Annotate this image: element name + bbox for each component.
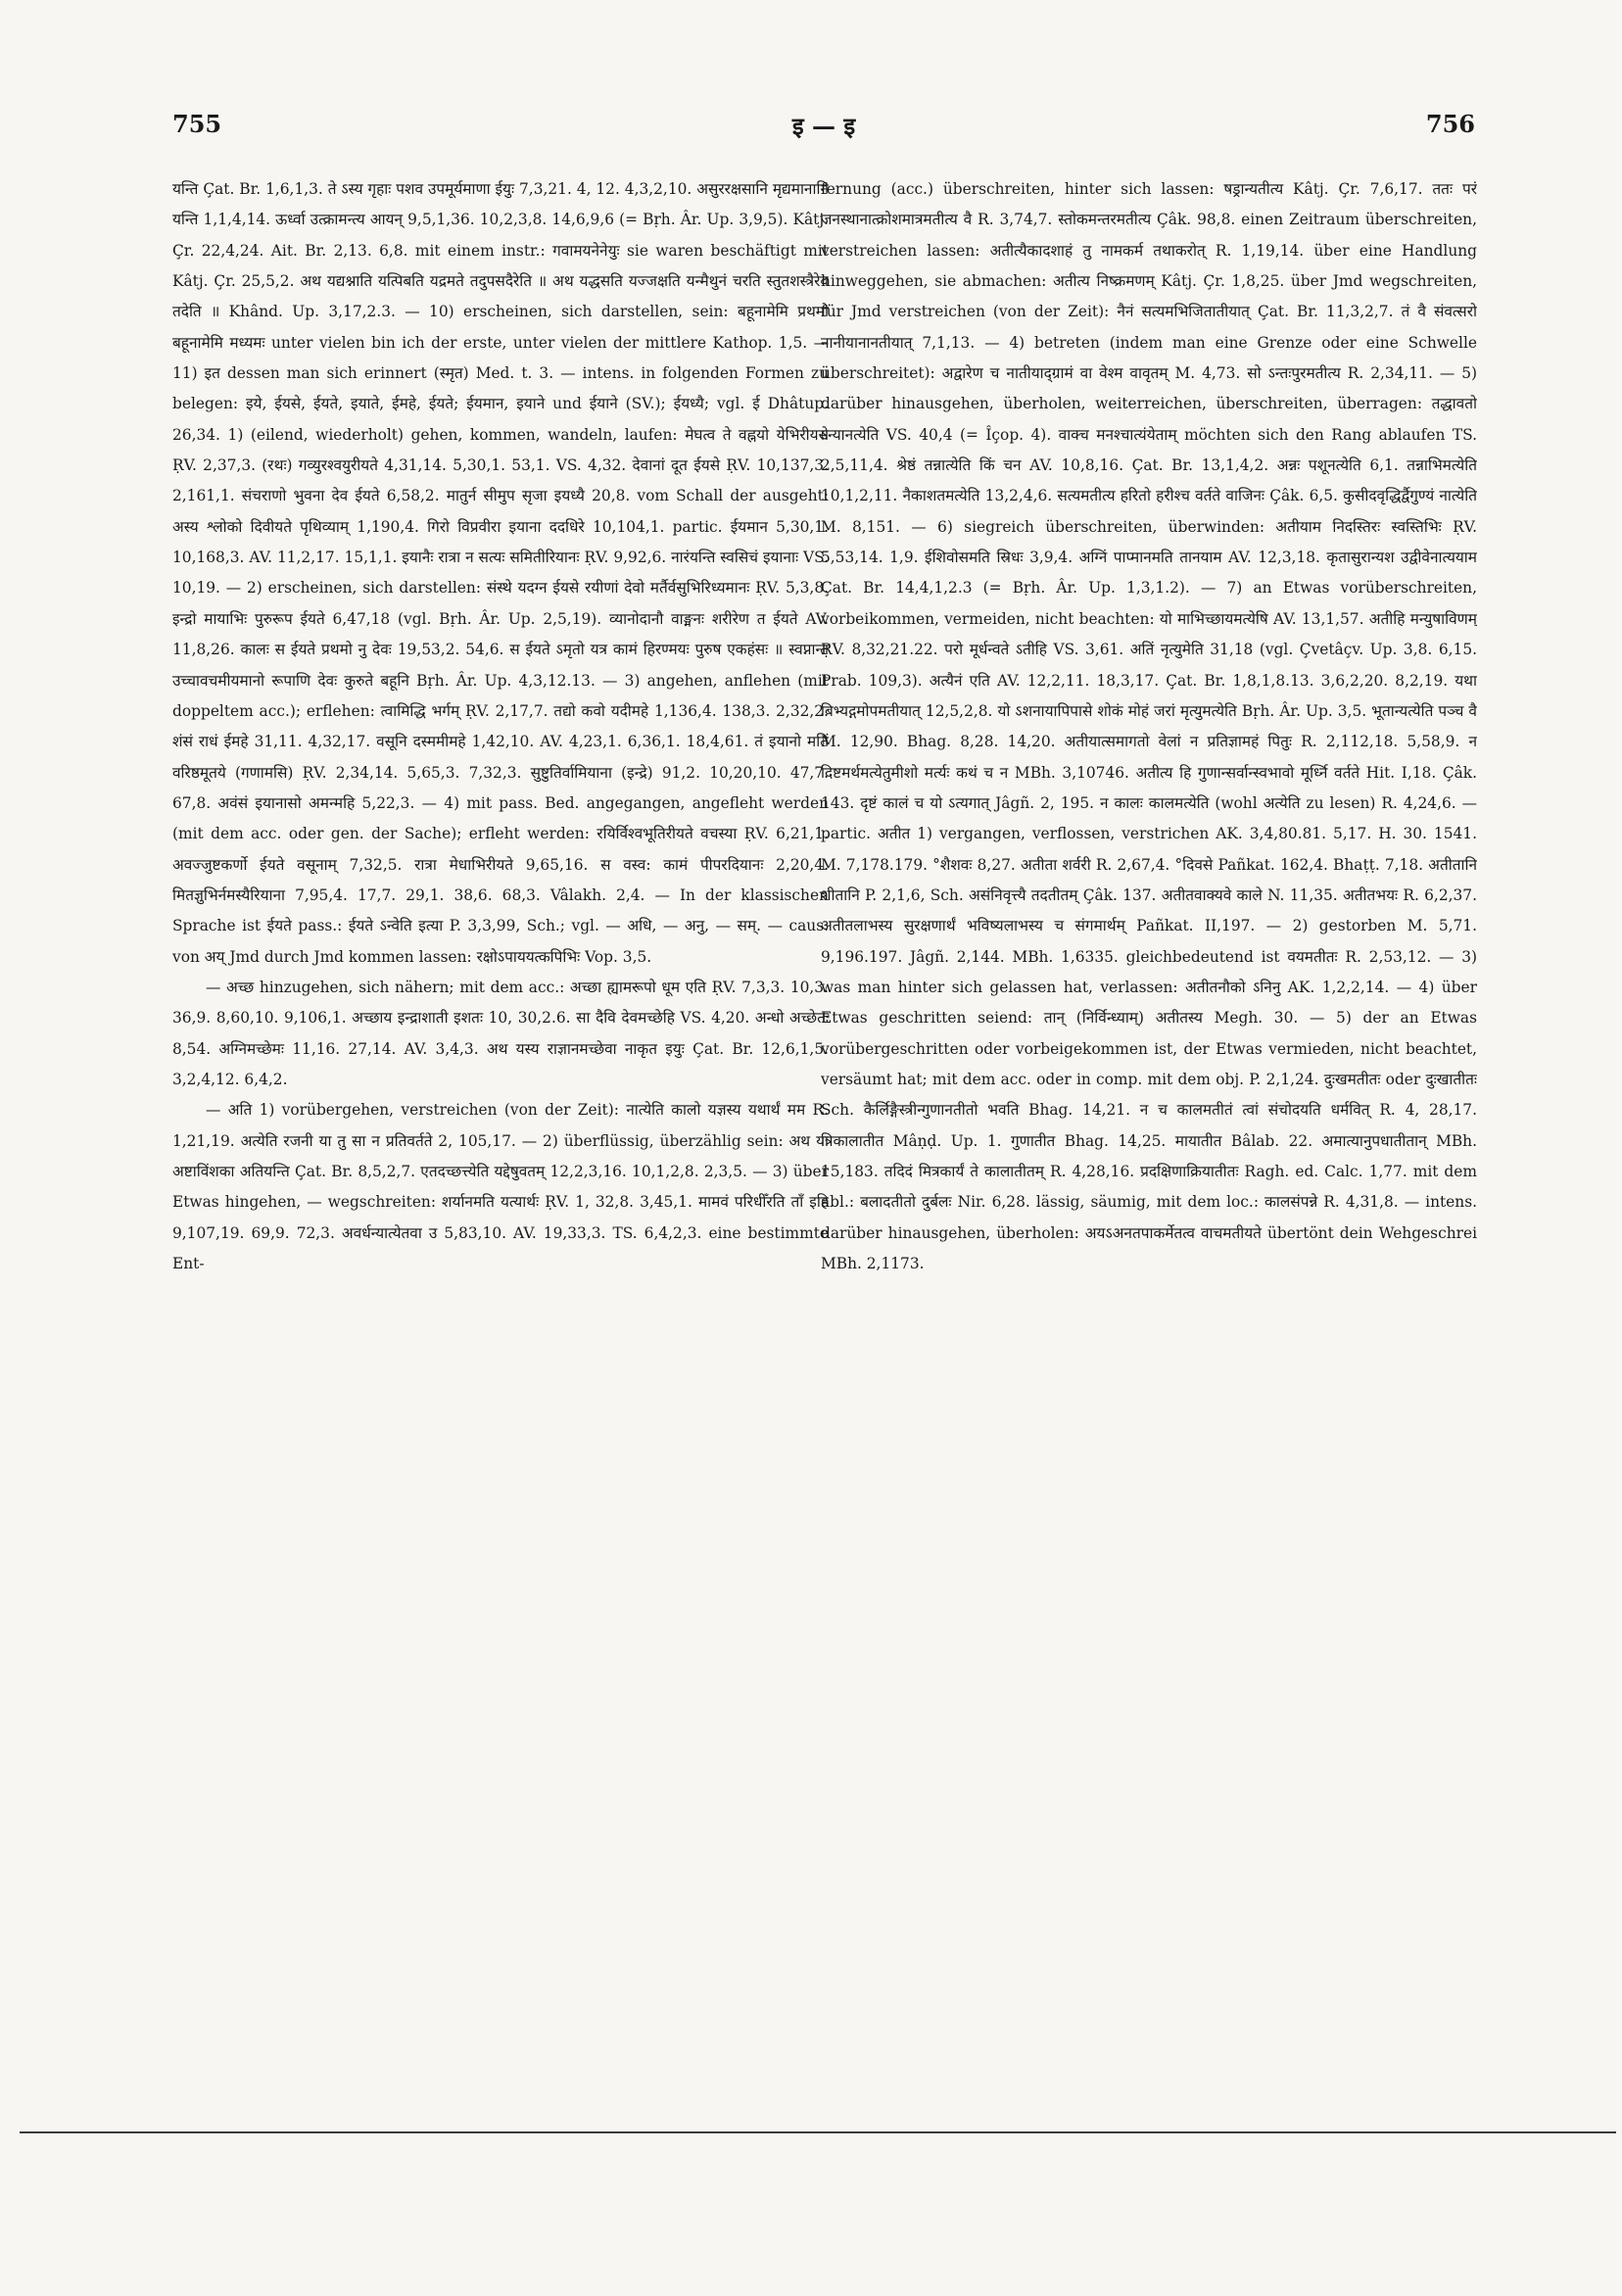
right-column bbox=[821, 174, 1477, 2035]
entry-anu: — अच्छ hinzugehen, sich nähern; mit dem acc.: अच्छा ह्यामरूपो धूम एति ṚV. 7,3,3. 10,3. 36,9. 8,60,10. 9,106,1. अच्छाय इन्द्राशाती इशतः 10, 30,2.6. सा दैवि देवमच्छेहि VS. 4,20. अन्धो अच्छेतः 8,54. अग्निमच्छेमः 11,16. 27,14. AV. 3,4,3. अथ यस्य राज्ञानमच्छेवा नाकृत इयुः Çat. Br. 12,6,1,5. 3,2,4,12. 6,4,2. bbox=[172, 978, 829, 1088]
page-number-right: 756 bbox=[1425, 110, 1475, 138]
entry-text: यन्ति Çat. Br. 1,6,1,3. ते ऽस्य गृहाः पशव उपमूर्यमाणा ईयुः 7,3,21. 4, 12. 4,3,2,10. असुररक्षसानि मृद्यमानानि यन्ति 1,1,4,14. ऊर्ध्वा उत्क्रामन्त्य आयन् 9,5,1,36. 10,2,3,8. 14,6,9,6 (= Bṛh. Âr. Up. 3,9,5). Kâtj. Çr. 22,4,24. Ait. Br. 2,13. 6,8. mit einem instr.: गवामयनेनेयुः sie waren beschäftigt mit Kâtj. Çr. 25,5,2. अथ यद्यश्नाति यत्पिबति यद्रमते तदुपसदैरेति ॥ अथ यद्धसति यज्जक्षति यन्मैथुनं चरति स्तुतशस्त्रैरेव तदेति ॥ Khând. Up. 3,17,2.3. — 10) erscheinen, sich darstellen, sein: बहूनामेमि प्रथमो बहूनामेमि मध्यमः unter vielen bin ich der erste, unter vielen der mittlere Kathop. 1,5. — 11) इत dessen man sich erinnert (स्मृत) Med. t. 3. — intens. in folgenden Formen zu belegen: इये, ईयसे, ईयते, इयाते, ईमहे, ईयते; ईयमान, इयाने und ईयाने (SV.); ईयध्यै; vgl. ई Dhâtup. 26,34. 1) (eilend, wiederholt) gehen, kommen, wandeln, laufen: मेघत्व ते वह्नयो येभिरीयसे ṚV. 2,37,3. (रथः) गव्युरश्वयुरीयते 4,31,14. 5,30,1. 53,1. VS. 4,32. देवानां दूत ईयसे ṚV. 10,137,3. 2,161,1. संचराणो भुवना देव ईयते 6,58,2. मातुर्न सीमुप सृजा इयध्यै 20,8. vom Schall der ausgeht: अस्य श्लोको दिवीयते पृथिव्याम् 1,190,4. गिरो विप्रवीरा इयाना ददधिरे 10,104,1. partic. ईयमान 5,30,1. 10,168,3. AV. 11,2,17. 15,1,1. इयानैः रात्रा न सत्यः समितीरियानः ṚV. 9,92,6. नारंयन्ति स्वसिचं इयानाः VS. 10,19. — 2) erscheinen, sich darstellen: संस्थे यदग्न ईयसे रयीणां देवो मर्तैर्वसुभिरिध्यमानः ṚV. 5,3,8. इन्द्रो मायाभिः पुरुरूप ईयते 6,47,18 (vgl. Bṛh. Âr. Up. 2,5,19). व्यानोदानौ वाङ्मनः शरीरेण त ईयते AV. 11,8,26. कालः स ईयते प्रथमो नु देवः 19,53,2. 54,6. स ईयते ऽमृतो यत्र कामं हिरण्मयः पुरुष एकहंसः ॥ स्वप्नान्त उच्चावचमीयमानो रूपाणि देवः कुरुते बहूनि Bṛh. Âr. Up. 4,3,12.13. — 3) angehen, anflehen (mit doppeltem acc.); erflehen: त्वामिद्धि भर्गम् ṚV. 2,17,7. तद्यो कवो यदीमहे 1,136,4. 138,3. 2,32,2. शंसं राधं ईमहे 31,11. 4,32,17. वसूनि दस्ममीमहे 1,42,10. AV. 4,23,1. 6,36,1. 18,4,61. तं इयानो मतिं वरिष्ठमूतये (गणामसि) ṚV. 2,34,14. 5,65,3. 7,32,3. सुष्टुतिर्वामियाना (इन्द्रे) 91,2. 10,20,10. 47,7. 67,8. अवंसं इयानासो अमन्महि 5,22,3. — 4) mit pass. Bed. angegangen, angefleht werden (mit dem acc. oder gen. der Sache); erfleht werden: रयिर्विश्वभूतिरीयते वचस्या ṚV. 6,21,1. अवज्जुष्टकर्णो ईयते वसूनाम् 7,32,5. रात्रा मेधाभिरीयते 9,65,16. स वस्व: कामं पीपरदियानः 2,20,4. मितज्ञुभिर्नमस्यैरियाना 7,95,4. 17,7. 29,1. 38,6. 68,3. Vâlakh. 2,4. — In der klassischen Sprache ist ईयते pass.: ईयते ऽन्वेति इत्या P. 3,3,99, Sch.; vgl. — अधि, — अनु, — सम्. — caus. von अय् Jmd durch Jmd kommen lassen: रक्षोऽपाययत्कपिभिः Vop. 3,5. bbox=[172, 180, 829, 966]
running-head: इ — इ bbox=[791, 112, 856, 140]
entry-ati: — अति 1) vorübergehen, verstreichen (von der Zeit): नात्येति कालो यज्ञस्य यथार्थं मम R. 1,21,19. अत्येति रजनी या तु सा न प्रतिवर्तते 2, 105,17. — 2) überflüssig, überzählig sein: अथ या अष्टाविंशका अतियन्ति Çat. Br. 8,5,2,7. एतदच्छत्त्येति यद्देषुवतम् 12,2,3,16. 10,1,2,8. 2,3,5. — 3) über Etwas hingehen, — wegschreiten: शर्यानमति यत्यार्थः ṚV. 1, 32,8. 3,45,1. मामवं परिधीँरति ताँ इहि 9,107,19. 69,9. 72,3. अवर्धन्यात्येतवा उ 5,83,10. AV. 19,33,3. TS. 6,4,2,3. eine bestimmte Ent- bbox=[172, 1101, 829, 1273]
entry-continuation: fernung (acc.) überschreiten, hinter sich lassen: षड्रान्यतीत्य Kâtj. Çr. 7,6,17. ततः परं जनस्थानात्क्रोशमात्रमतीत्य वै R. 3,74,7. स्तोकमन्तरमतीत्य Çâk. 98,8. einen Zeitraum überschreiten, verstreichen lassen: अतीत्यैकादशाहं तु नामकर्म तथाकरोत् R. 1,19,14. über eine Handlung hinweggehen, sie abmachen: अतीत्य निष्क्रमणम् Kâtj. Çr. 1,8,25. über Jmd wegschreiten, für Jmd verstreichen (von der Zeit): नैनं सत्यमभिजितातीयात् Çat. Br. 11,3,2,7. तं वै संवत्सरो नानीयानानतीयात् 7,1,13. — 4) betreten (indem man eine Grenze oder eine Schwelle überschreitet): अद्वारेण च नातीयाद्ग्रामं वा वेश्म वावृतम् M. 4,73. सो ऽन्तःपुरमतीत्य R. 2,34,11. — 5) darüber hinausgehen, überholen, weiterreichen, überschreiten, überragen: तद्धावतो ऽन्यानत्येति VS. 40,4 (= Îçop. 4). वाक्च मनश्चात्यंयेताम् möchten sich den Rang ablaufen TS. 2,5,11,4. श्रेष्ठं तन्नात्येति किं चन AV. 10,8,16. Çat. Br. 13,1,4,2. अन्नः पशूनत्येति 6,1. तन्नाभिमत्येति 10,1,2,11. नैकाशतमत्येति 13,2,4,6. सत्यमतीत्य हरितो हरीश्च वर्तते वाजिनः Çâk. 6,5. कुसीदवृद्धिर्द्वैगुण्यं नात्येति M. 8,151. — 6) siegreich überschreiten, überwinden: अतीयाम निदस्तिरः स्वस्तिभिः ṚV. 5,53,14. 1,9. ईशिवोसमति स्रिधः 3,9,4. अग्निं पाप्मानमति तानयाम AV. 12,3,18. कृतासुरान्यश उद्वीवेनात्ययाम Çat. Br. 14,4,1,2.3 (= Bṛh. Âr. Up. 1,3,1.2). — 7) an Etwas vorüberschreiten, vorbeikommen, vermeiden, nicht beachten: यो माभिच्छायमत्येषि AV. 13,1,57. अतीहि मन्युषाविणम् ṚV. 8,32,21.22. परो मूर्धन्वते ऽतीहि VS. 3,61. अतिं नृत्युमेति 31,18 (vgl. Çvetâçv. Up. 3,8. 6,15. Prab. 109,3). अत्यैनं एति AV. 12,2,11. 18,3,17. Çat. Br. 1,8,1,8.13. 3,6,2,20. 8,2,19. यथा बिभ्यद्गमोपमतीयात् 12,5,2,8. यो ऽशनायापिपासे शोकं मोहं जरां मृत्युमत्येति Bṛh. Âr. Up. 3,5. भूतान्यत्येति पञ्च वै M. 12,90. Bhag. 8,28. 14,20. अतीयात्समागतो वेलां न प्रतिज्ञामहं पितुः R. 2,112,18. 5,58,9. न दिष्टमर्थमत्येतुमीशो मर्त्यः कथं च न MBh. 3,10746. अतीत्य हि गुणान्सर्वान्स्वभावो मूर्ध्नि वर्तते Hit. I,18. Çâk. 143. दृष्टं कालं च यो ऽत्यगात् Jâgñ. 2, 195. न कालः कालमत्येति (wohl अत्येति zu lesen) R. 4,24,6. — partic. अतीत 1) vergangen, verflossen, verstrichen AK. 3,4,80.81. 5,17. H. 30. 1541. M. 7,178.179. °शैशवः 8,27. अतीता शर्वरी R. 2,67,4. °दिवसे Pañkat. 162,4. Bhaṭṭ. 7,18. अतीतानि शीतानि P. 2,1,6, Sch. असंनिवृत्त्यै तदतीतम् Çâk. 137. अतीतवाक्यवे काले N. 11,35. अतीतभयः R. 6,2,37. अतीतलाभस्य सुरक्षणार्थं भविष्यलाभस्य च संगमार्थम् Pañkat. II,197. — 2) gestorben M. 5,71. 9,196.197. Jâgñ. 2,144. MBh. 1,6335. gleichbedeutend ist वयमतीतः R. 2,53,12. — 3) was man hinter sich gelassen hat, verlassen: अतीतनौको ऽनिनु AK. 1,2,2,14. — 4) über Etwas geschritten seiend: तान् (निर्विन्ध्याम्) अतीतस्य Megh. 30. — 5) der an Etwas vorübergeschritten oder vorbeigekommen ist, der Etwas vermieden, nicht beachtet, versäumt hat; mit dem acc. oder in comp. mit dem obj. P. 2,1,24. दुःखमतीतः oder दुःखातीतः Sch. कैर्लिङ्गैस्त्रीन्गुणानतीतो भवति Bhag. 14,21. न च कालमतीतं त्वां संचोदयति धर्मवित् R. 4, 28,17. त्रिकालातीत Mâṇḍ. Up. 1. गुणातीत Bhag. 14,25. मायातीत Bâlab. 22. अमात्यानुपधातीतान् MBh. 15,183. तदिदं मित्रकार्यं ते कालातीतम् R. 4,28,16. प्रदक्षिणाक्रियातीतः Ragh. ed. Calc. 1,77. mit dem abl.: बलादतीतो दुर्बलः Nir. 6,28. lässig, säumig, mit dem loc.: कालसंपन्ने R. 4,31,8. — intens. darüber hinausgehen, überholen: अयऽअनतपाकर्मेतत्व वाचमतीयते übertönt dein Wehgeschrei MBh. 2,1173. bbox=[821, 180, 1477, 1273]
page-number-left: 755 bbox=[172, 110, 222, 138]
page-bottom-rule bbox=[20, 2131, 1616, 2133]
page-header bbox=[172, 110, 1475, 149]
left-column bbox=[172, 174, 829, 2035]
